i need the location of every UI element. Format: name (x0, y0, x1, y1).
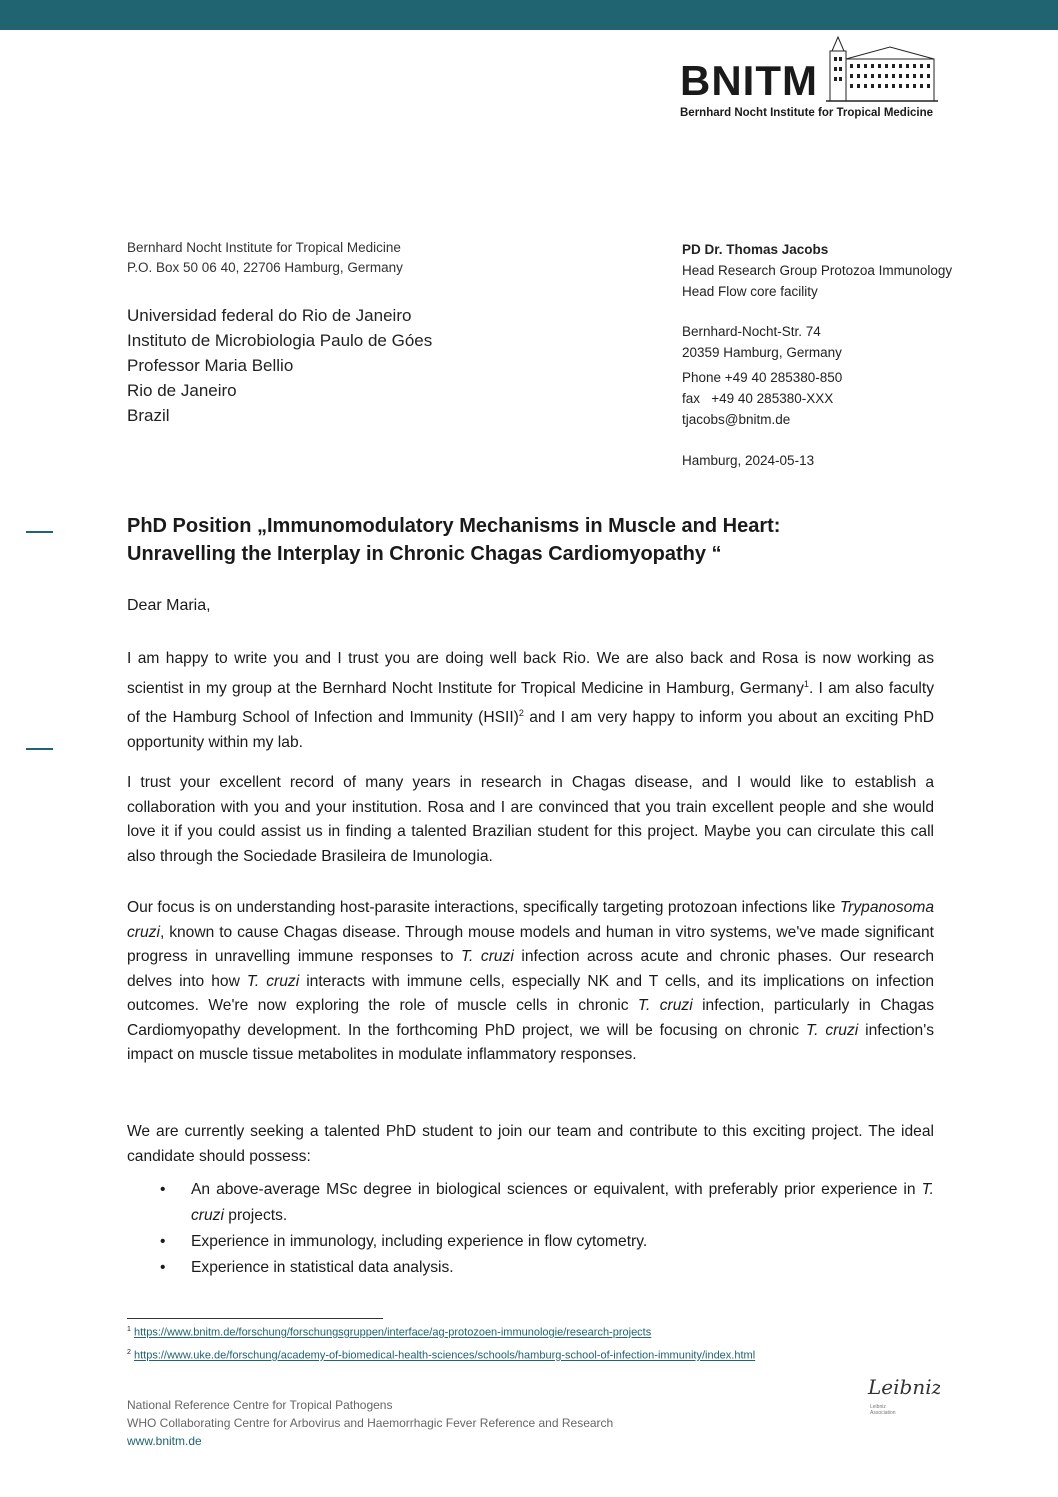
recipient-line: Professor Maria Bellio (127, 356, 294, 375)
paragraph-research-focus: Our focus is on understanding host-parasite interactions, specifically targeting protozoan infections like Trypanosoma cruzi, known to cause Chagas disease. Through mouse models and human in vitro systems, we've made significant progress in unravelling immune responses to T. cruzi infection across acute and chronic phases. Our research delves into how T. cruzi interacts with immune cells, especially NK and T cells, and its implications on infection outcomes. We're now exploring the role of muscle cells in chronic T. cruzi infection, particularly in Chagas Cardiomyopathy development. In the forthcoming PhD project, we will be focusing on chronic T. cruzi infection's impact on muscle tissue metabolites in modulate inflammatory responses. (127, 899, 934, 1063)
fold-mark-middle (26, 748, 53, 750)
list-item: • Experience in statistical data analysis. (127, 1255, 934, 1281)
contact-address (682, 321, 842, 363)
footnote-ref-2[interactable]: 2 (518, 708, 524, 719)
footnote-ref-1[interactable]: 1 (803, 678, 809, 689)
fold-mark-top (26, 531, 53, 533)
contact-fax: fax +49 40 285380-XXX (682, 391, 834, 406)
paragraph-candidate: We are currently seeking a talented PhD student to join our team and contribute to this exciting project. The ideal candidate should possess: (127, 1123, 934, 1165)
contact-street: Bernhard-Nocht-Str. 74 (682, 324, 821, 339)
salutation: Dear Maria, (127, 597, 211, 614)
list-item: • Experience in immunology, including experience in flow cytometry. (127, 1229, 934, 1255)
logo-subtitle: Bernhard Nocht Institute for Tropical Medicine (680, 107, 934, 119)
paragraph-collaboration: I trust your excellent record of many years in research in Chagas disease, and I would like to establish a collaboration with you and your institution. Rosa and I are convinced that you train excellent people and she would love it if you could assist us in finding a talented Brazilian student for this project. Maybe you can circulate this call also through the Sociedade Brasileira de Imunologia. (127, 774, 934, 865)
footnote-2-link[interactable]: https://www.uke.de/forschung/academy-of-biomedical-health-sciences/schools/hamburg-school-of-infection-immunity/index.html (133, 1349, 756, 1362)
bnitm-logo (676, 33, 938, 123)
contact-email[interactable]: tjacobs@bnitm.de (682, 412, 791, 427)
footnote-1: $^1$ https://www.bnitm.de/forschung/forschungsgruppen/interface/ag-protozoen-immunologie/research-projects (127, 1326, 652, 1339)
contact-role-2: Head Flow core facility (682, 284, 818, 299)
letter-title-line-2: Unravelling the Interplay in Chronic Chagas Cardiomyopathy “ (127, 543, 722, 565)
footnote-2: $^2$ https://www.uke.de/forschung/academy-of-biomedical-health-sciences/schools/hamburg-school-of-infection-immunity/index.html (127, 1349, 756, 1362)
institute-building-icon (826, 33, 938, 105)
requirements-list (127, 1177, 934, 1281)
letter-date: Hamburg, 2024-05-13 (682, 453, 815, 468)
recipient-line: Universidad federal do Rio de Janeiro (127, 306, 412, 325)
recipient-address (127, 303, 432, 428)
paragraph-intro: I am happy to write you and I trust you are doing well back Rio. We are also back and Rosa is now working as scientist in my group at the Bernhard Nocht Institute for Tropical Medicine in Hamburg, Germany$^1$. I am also faculty of the Hamburg School of Infection and Immunity (HSII)$^2$ and I am very happy to inform you about an exciting PhD opportunity within my lab. (127, 650, 935, 751)
recipient-line: Instituto de Microbiologia Paulo de Góes (127, 331, 433, 350)
letter-title-line-1: PhD Position „Immunomodulatory Mechanisms in Muscle and Heart: (127, 515, 781, 537)
contact-details (682, 367, 842, 430)
contact-block-head (682, 239, 952, 302)
svg-text:Leibniz: Leibniz (868, 1375, 940, 1399)
recipient-line: Rio de Janeiro (127, 381, 237, 400)
footer-website-link[interactable]: www.bnitm.de (127, 1434, 202, 1448)
logo-wordmark: BNITM (680, 57, 818, 104)
leibniz-association-logo-icon (862, 1368, 940, 1418)
sender-address-line-1: Bernhard Nocht Institute for Tropical Medicine (127, 240, 401, 255)
footnote-1-link[interactable]: https://www.bnitm.de/forschung/forschungsgruppen/interface/ag-protozoen-immunologie/research-projects (133, 1326, 652, 1339)
recipient-line: Brazil (127, 406, 170, 425)
footer-line-1: National Reference Centre for Tropical Pathogens (127, 1398, 393, 1412)
footnote-divider (127, 1318, 383, 1319)
contact-role-1: Head Research Group Protozoa Immunology (682, 263, 953, 278)
contact-city: 20359 Hamburg, Germany (682, 345, 842, 360)
footer-line-2: WHO Collaborating Centre for Arbovirus and Haemorrhagic Fever Reference and Research (127, 1416, 614, 1430)
contact-name: PD Dr. Thomas Jacobs (682, 242, 829, 257)
leibniz-caption: Leibniz Association (870, 1404, 896, 1416)
leibniz-signature-icon (862, 1368, 940, 1404)
top-accent-bar (0, 0, 1058, 30)
list-item: • An above-average MSc degree in biological sciences or equivalent, with preferably prior experience in T. cruzi projects. (127, 1177, 934, 1229)
sender-address-line-2: P.O. Box 50 06 40, 22706 Hamburg, Germany (127, 260, 403, 275)
letter-title (127, 512, 927, 568)
contact-phone: Phone +49 40 285380-850 (682, 370, 843, 385)
